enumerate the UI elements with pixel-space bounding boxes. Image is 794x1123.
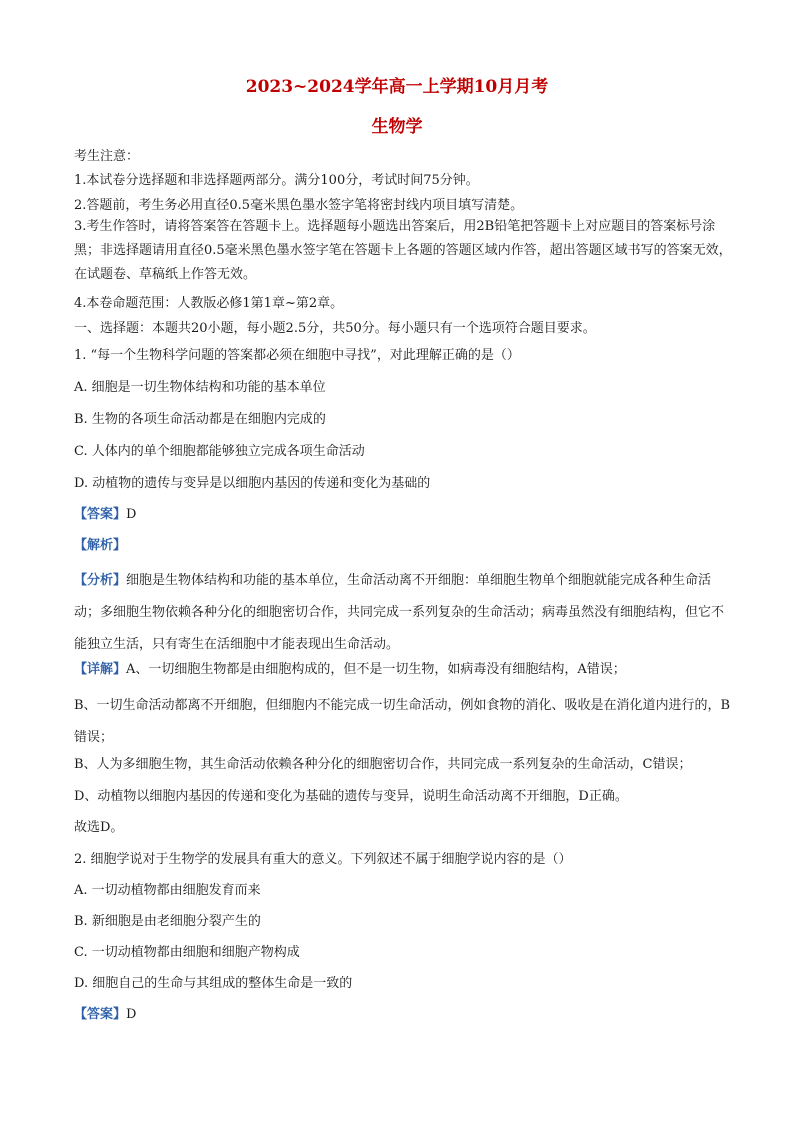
q2-stem: 2. 细胞学说对于生物学的发展具有重大的意义。下列叙述不属于细胞学说内容的是（）: [74, 852, 572, 867]
subject-title: 生物学: [371, 117, 423, 137]
q1-option-b: B. 生物的各项生命活动都是在细胞内完成的: [74, 412, 326, 427]
answer-tag: 【答案】: [74, 507, 127, 522]
q1-fenxi: [74, 565, 734, 661]
q2-option-c: C. 一切动植物都由细胞和细胞产物构成: [74, 945, 300, 960]
q2-option-d: D. 细胞自己的生命与其组成的整体生命是一致的: [74, 976, 353, 991]
notice-item-2: 2.答题前，考生务必用直径0.5毫米黑色墨水签字笔将密封线内项目填写清楚。: [74, 198, 524, 213]
q2-option-b: B. 新细胞是由老细胞分裂产生的: [74, 914, 261, 929]
q1-analysis-tag: [74, 537, 734, 555]
notice-item-4: 4.本卷命题范围：人教版必修1第1章~第2章。: [74, 296, 344, 311]
q1-option-d: D. 动植物的遗传与变异是以细胞内基因的传递和变化为基础的: [74, 476, 431, 491]
xiangjie-a-text: A、一切细胞生物都是由细胞构成的，但不是一切生物，如病毒没有细胞结构，A错误；: [126, 662, 626, 677]
q1-xiangjie-b: B、一切生命活动都离不开细胞，但细胞内不能完成一切生命活动，例如食物的消化、吸收是在消化道内进行的，B错误；: [74, 698, 731, 745]
q2-option-a: A. 一切动植物都由细胞发育而来: [74, 883, 261, 898]
q1-conclusion: 故选D。: [74, 820, 124, 835]
xiangjie-tag: 【详解】: [74, 662, 127, 677]
q1-option-a: A. 细胞是一切生物体结构和功能的基本单位: [74, 380, 326, 395]
q1-answer: [74, 506, 734, 524]
notice-item-1: 1.本试卷分选择题和非选择题两部分。满分100分，考试时间75分钟。: [74, 173, 479, 188]
q1-xiangjie-d: D、动植物以细胞内基因的传递和变化为基础的遗传与变异，说明生命活动离不开细胞，D正确。: [74, 789, 628, 804]
q1-option-c: C. 人体内的单个细胞都能够独立完成各项生命活动: [74, 444, 365, 459]
answer-value: D: [126, 1007, 137, 1022]
analysis-tag: 【解析】: [74, 538, 127, 553]
answer-value: D: [126, 507, 137, 522]
fenxi-tag: 【分析】: [74, 573, 127, 588]
q1-xiangjie-a: [74, 661, 734, 679]
q1-xiangjie-c: B、人为多细胞生物，其生命活动依赖各种分化的细胞密切合作，共同完成一系列复杂的生命活动，C错误；: [74, 757, 692, 772]
notice-item-3: 3.考生作答时，请将答案答在答题卡上。选择题每小题选出答案后，用2B铅笔把答题卡上对应题目的答案标号涂黑；非选择题请用直径0.5毫米黑色墨水签字笔在答题卡上各题的答题区域内作答，超出答题区域书写的答案无效，在试题卷、草稿纸上作答无效。: [74, 219, 732, 282]
exam-title: 2023~2024学年高一上学期10月月考: [245, 77, 549, 97]
fenxi-text: 细胞是生物体结构和功能的基本单位，生命活动离不开细胞：单细胞生物单个细胞就能完成各种生命活动；多细胞生物依赖各种分化的细胞密切合作，共同完成一系列复杂的生命活动；病毒虽然没有细胞结构，但它不能独立生活，只有寄生在活细胞中才能表现出生命活动。: [74, 573, 725, 652]
answer-tag: 【答案】: [74, 1007, 127, 1022]
q2-answer: [74, 1006, 734, 1024]
section-heading: 一、选择题：本题共20小题，每小题2.5分，共50分。每小题只有一个选项符合题目要求。: [74, 321, 596, 336]
notice-heading: 考生注意：: [74, 149, 140, 164]
q1-stem: 1. “每一个生物科学问题的答案都必须在细胞中寻找”，对此理解正确的是（）: [74, 348, 520, 363]
